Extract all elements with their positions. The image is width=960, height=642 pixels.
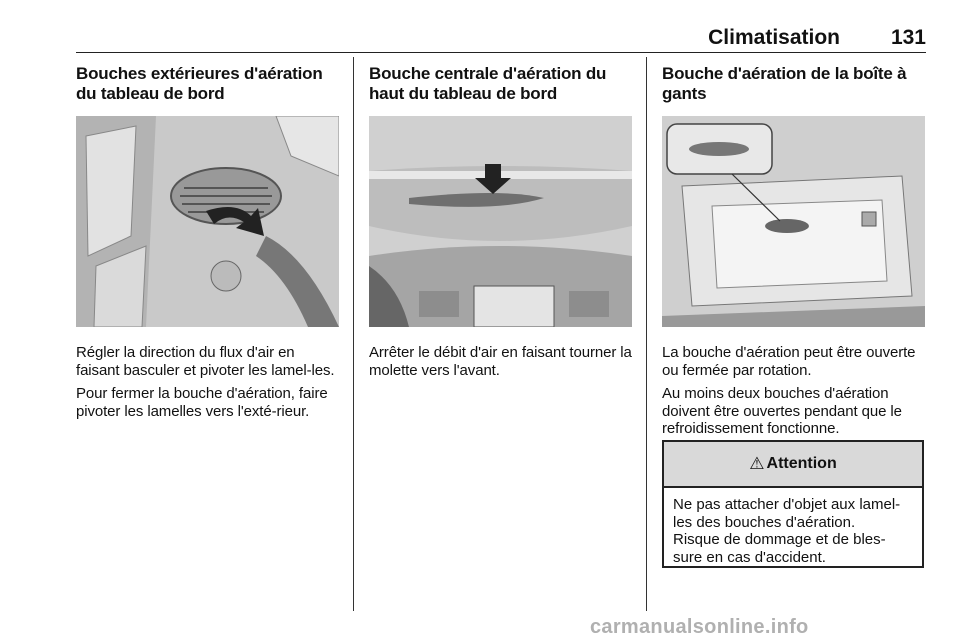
watermark: carmanualsonline.info: [590, 616, 809, 638]
warning-title: Attention: [766, 455, 837, 472]
paragraph: Au moins deux bouches d'aération doivent être ouvertes pendant que le refroidissement fonctionne.: [662, 385, 902, 437]
column-divider-1: [353, 57, 354, 611]
column-center-vent: [369, 64, 635, 104]
column-glovebox-vent-body: [662, 344, 926, 444]
warning-line: Risque de dommage et de bles-sure en cas d'accident.: [673, 531, 886, 566]
column-outer-vents-body: [76, 344, 342, 426]
paragraph: Régler la direction du flux d'air en faisant basculer et pivoter les lamel-les.: [76, 344, 335, 379]
column-center-vent-body: [369, 344, 635, 385]
figure-outer-vent: [76, 116, 339, 327]
paragraph: La bouche d'aération peut être ouverte ou fermée par rotation.: [662, 344, 916, 379]
warning-line: Ne pas attacher d'objet aux lamel-les des bouches d'aération.: [673, 496, 901, 531]
page-header-title: Climatisation: [708, 26, 840, 49]
paragraph: Arrêter le débit d'air en faisant tourner la molette vers l'avant.: [369, 344, 632, 379]
figure-center-vent: [369, 116, 632, 327]
warning-header: [664, 442, 922, 488]
section-heading-glovebox-vent: Bouche d'aération de la boîte à gants: [662, 64, 907, 103]
page-number: 131: [890, 26, 926, 49]
warning-triangle-icon: ⚠: [749, 454, 765, 473]
header-rule: [76, 52, 926, 53]
section-heading-center-vent: Bouche centrale d'aération du haut du tableau de bord: [369, 64, 607, 103]
figure-glovebox-vent: [662, 116, 925, 327]
section-heading-outer-vents: Bouches extérieures d'aération du tableau de bord: [76, 64, 323, 103]
paragraph: Pour fermer la bouche d'aération, faire pivoter les lamelles vers l'exté-rieur.: [76, 385, 328, 420]
column-outer-vents: [76, 64, 342, 104]
column-divider-2: [646, 57, 647, 611]
warning-box: [662, 440, 924, 568]
column-glovebox-vent: [662, 64, 924, 104]
warning-body: [664, 488, 922, 566]
